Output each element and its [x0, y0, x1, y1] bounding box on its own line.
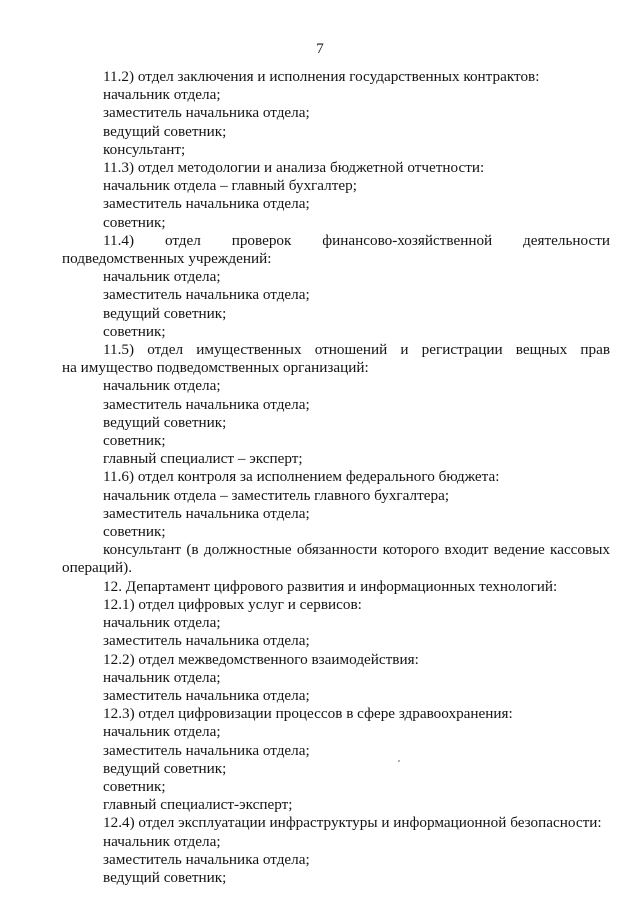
text-line: заместитель начальника отдела; — [103, 504, 310, 522]
text-line: 12.3) отдел цифровизации процессов в сфере здравоохранения: — [103, 705, 513, 723]
scan-speck — [398, 760, 400, 762]
text-line: начальник отдела – главный бухгалтер; — [103, 177, 357, 195]
text-line: начальник отдела – заместитель главного бухгалтера; — [103, 486, 450, 504]
text-line: ведущий советник; — [103, 868, 227, 886]
text-line: главный специалист – эксперт; — [103, 450, 303, 468]
text-line: 12.1) отдел цифровых услуг и сервисов: — [103, 595, 362, 613]
text-line: 11.5) отдел имущественных отношений и регистрации вещных прав — [103, 341, 610, 359]
text-line: советник; — [103, 432, 166, 450]
text-line: на имущество подведомственных организаций: — [62, 359, 369, 377]
text-line: главный специалист-эксперт; — [103, 796, 293, 814]
text-line: операций). — [62, 559, 133, 577]
text-line: 12.4) отдел эксплуатации инфраструктуры и информационной безопасности: — [103, 814, 602, 832]
text-line: заместитель начальника отдела; — [103, 850, 310, 868]
text-line: советник; — [103, 777, 166, 795]
document-body — [62, 68, 610, 887]
text-line: ведущий советник; — [103, 122, 227, 140]
text-line: начальник отдела; — [103, 668, 221, 686]
text-line: 12.2) отдел межведомственного взаимодействия: — [103, 650, 419, 668]
text-line: 11.3) отдел методологии и анализа бюджетной отчетности: — [103, 159, 485, 177]
text-line: советник; — [103, 322, 166, 340]
text-line: заместитель начальника отдела; — [103, 686, 310, 704]
text-line: 11.6) отдел контроля за исполнением федерального бюджета: — [103, 468, 500, 486]
text-line: заместитель начальника отдела; — [103, 395, 310, 413]
text-line: начальник отдела; — [103, 832, 221, 850]
text-line: начальник отдела; — [103, 268, 221, 286]
text-line: начальник отдела; — [103, 614, 221, 632]
text-line: 11.2) отдел заключения и исполнения государственных контрактов: — [103, 68, 540, 85]
text-line: заместитель начальника отдела; — [103, 195, 310, 213]
text-line: заместитель начальника отдела; — [103, 741, 310, 759]
text-line: ведущий советник; — [103, 759, 227, 777]
text-line: начальник отдела; — [103, 86, 221, 104]
text-line: ведущий советник; — [103, 304, 227, 322]
text-line: заместитель начальника отдела; — [103, 632, 310, 650]
text-line: заместитель начальника отдела; — [103, 286, 310, 304]
text-line: подведомственных учреждений: — [62, 250, 272, 268]
page-number: 7 — [316, 41, 324, 57]
text-line: начальник отдела; — [103, 723, 221, 741]
text-line: заместитель начальника отдела; — [103, 104, 310, 122]
text-line: консультант; — [103, 140, 186, 158]
text-line: ведущий советник; — [103, 413, 227, 431]
text-line: советник; — [103, 213, 166, 231]
text-line: консультант (в должностные обязанности которого входит ведение кассовых — [103, 541, 610, 559]
text-line: начальник отдела; — [103, 377, 221, 395]
text-line: 11.4) отдел проверок финансово-хозяйственной деятельности — [103, 231, 610, 249]
text-line: 12. Департамент цифрового развития и информационных технологий: — [103, 577, 558, 595]
text-line: советник; — [103, 523, 166, 541]
